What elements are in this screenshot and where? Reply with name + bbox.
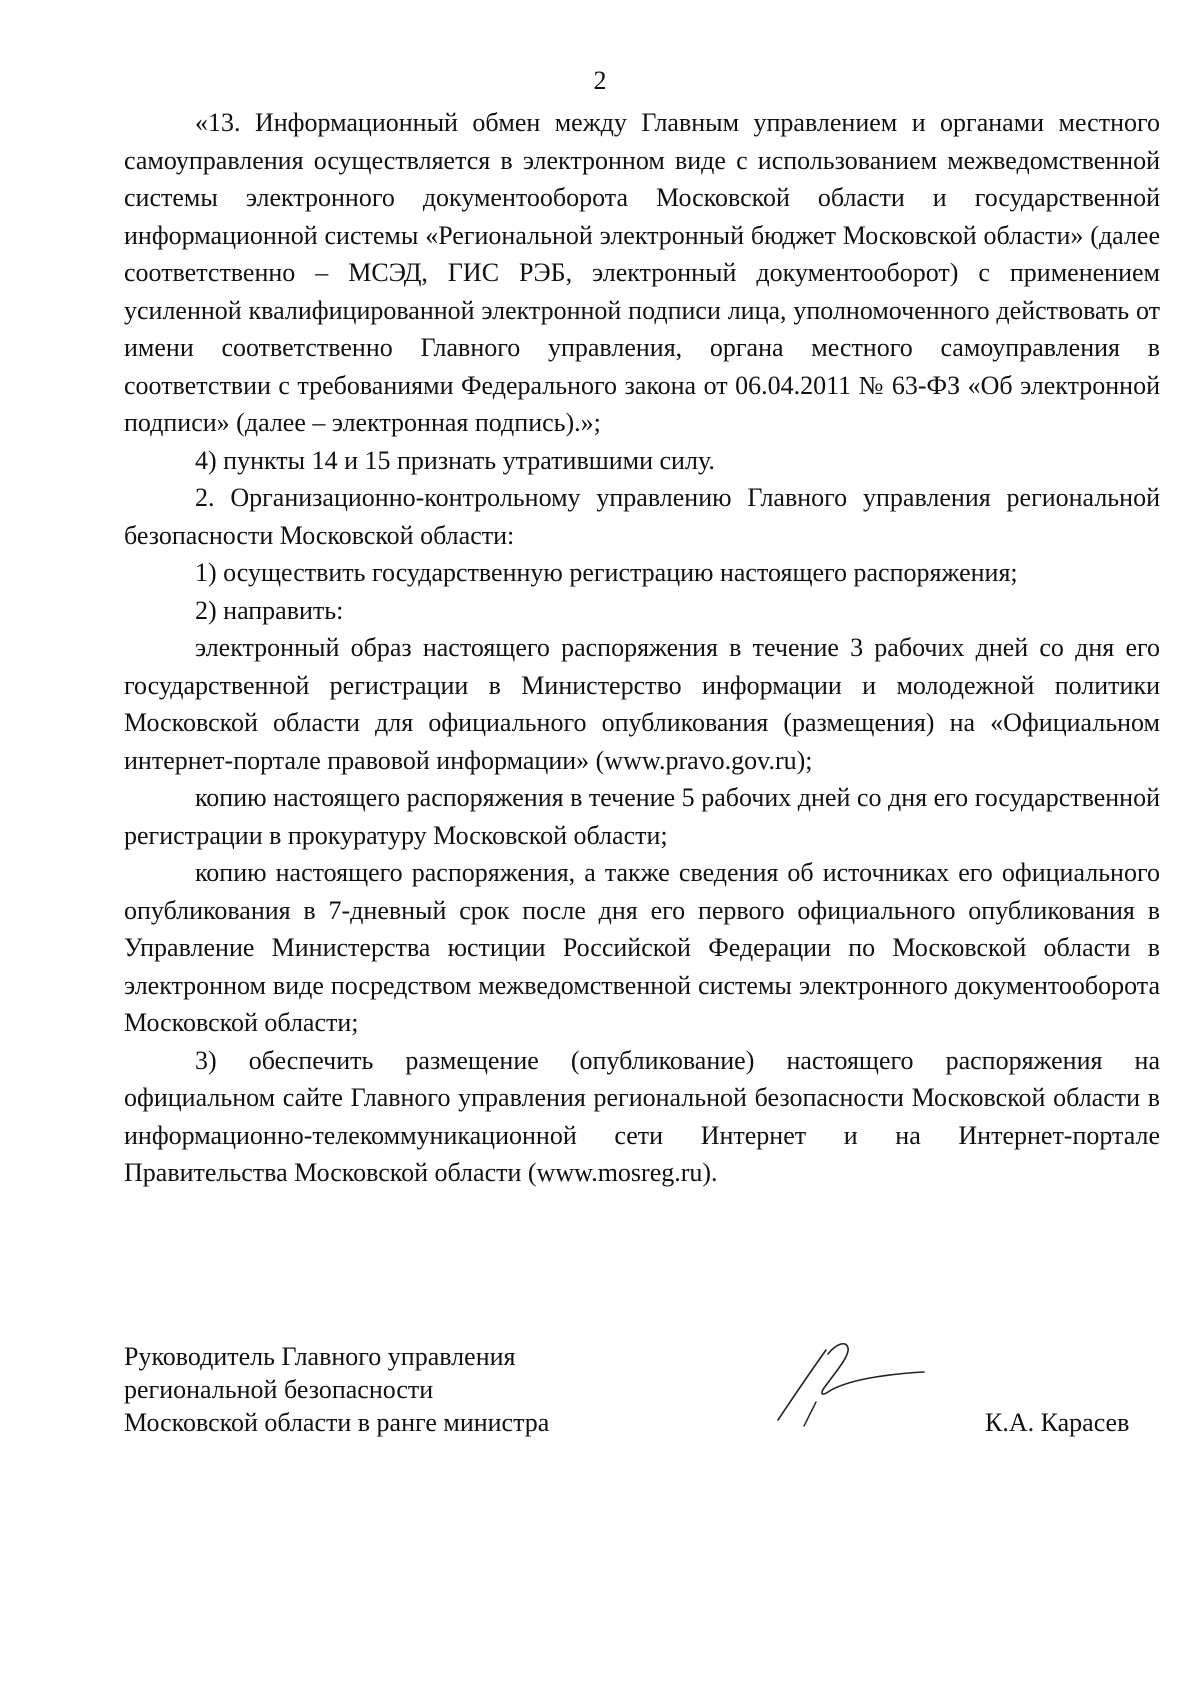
- paragraph-subitem-3: 3) обеспечить размещение (опубликование) настоящего распоряжения на официальном сайте Главного управления региональной безопасности Московской области в информационно-телекоммуникационной сети Интернет и на Интернет-портале Правительства Московской области (www.mosreg.ru).: [124, 1045, 1160, 1187]
- signatory-name: К.А. Карасев: [985, 1408, 1130, 1437]
- paragraph-prosecutor-copy: копию настоящего распоряжения в течение 5 рабочих дней со дня его государственной регистрации в прокуратуру Московской области;: [124, 783, 1160, 850]
- paragraph-justice-copy: копию настоящего распоряжения, а также сведения об источниках его официального опубликования в 7-дневный срок после дня его первого официального опубликования в Управление Министерства юстиции Российской Федерации по Московской области в электронном виде посредством межведомственной системы электронного документооборота Московской области;: [124, 858, 1160, 1037]
- page-number: 2: [593, 66, 607, 95]
- signatory-position-line: Московской области в ранге министра: [124, 1408, 550, 1437]
- paragraph-subitem-1: 1) осуществить государственную регистрацию настоящего распоряжения;: [195, 558, 1018, 587]
- paragraph-item-13: «13. Информационный обмен между Главным управлением и органами местного самоуправления осуществляется в электронном виде с использованием межведомственной системы электронного документооборота Московской области и государственной информационной системы «Региональной электронный бюджет Московской области» (далее соответственно – МСЭД, ГИС РЭБ, электронный документооборот) с применением усиленной квалифицированной электронной подписи лица, уполномоченного действовать от имени соответственно Главного управления, органа местного самоуправления в соответствии с требованиями Федерального закона от 06.04.2011 № 63-ФЗ «Об электронной подписи» (далее – электронная подпись).»;: [124, 108, 1160, 437]
- signatory-position-line: Руководитель Главного управления: [124, 1342, 516, 1371]
- signatory-position: [124, 1340, 549, 1439]
- paragraph-section-2: 2. Организационно-контрольному управлению Главного управления региональной безопасности Московской области:: [124, 483, 1160, 550]
- handwritten-signature: [776, 1330, 926, 1430]
- paragraph-subitem-2: 2) направить:: [195, 595, 344, 625]
- document-body: [124, 104, 1160, 1192]
- paragraph-subitem-4: 4) пункты 14 и 15 признать утратившими силу.: [195, 445, 715, 475]
- paragraph-electronic-copy: электронный образ настоящего распоряжения в течение 3 рабочих дней со дня его государственной регистрации в Министерство информации и молодежной политики Московской области для официального опубликования (размещения) на «Официальном интернет-портале правовой информации» (www.pravo.gov.ru);: [124, 633, 1160, 775]
- signatory-position-line: региональной безопасности: [124, 1375, 434, 1404]
